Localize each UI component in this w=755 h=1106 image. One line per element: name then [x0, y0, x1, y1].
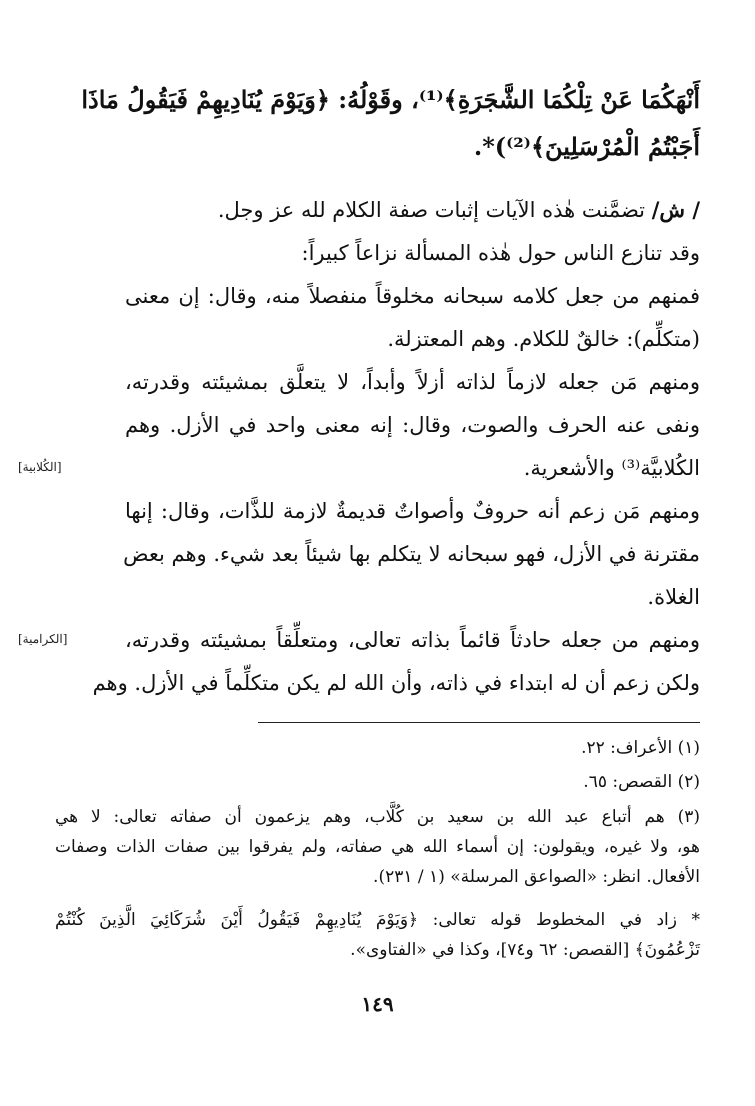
paragraph-6-line-1: ومنهم من جعله حادثاً قائماً بذاته تعالى، ومتعلِّقاً بمشيئته وقدرته، [125, 628, 700, 652]
margin-note-karramiyya: [الكرامية] [18, 632, 68, 646]
paragraph-6-line-2: ولكن زعم أن له ابتداء في ذاته، وأن الله لم يكن متكلِّماً في الأزل. وهم [92, 671, 700, 695]
footnote-3-line-1: (٣) هم أتباع عبد الله بن سعيد بن كُلَّاب، وهم يزعمون أن صفاته تعالى: لا هي [55, 807, 700, 827]
paragraph-4-line-3: الكُلابيَّة⁽³⁾ والأشعرية. [523, 456, 700, 480]
margin-note-kullabiyya: [الكُلابية] [18, 460, 62, 474]
page-number: ١٤٩ [361, 992, 394, 1016]
paragraph-intro [125, 188, 700, 232]
footnote-divider [258, 722, 700, 723]
paragraph-5-line-2: مقترنة في الأزل، فهو سبحانه لا يتكلم بها شيئاً بعد شيء. وهم بعض [123, 542, 700, 566]
body-text [92, 188, 700, 705]
paragraph-4-line-1: ومنهم مَن جعله لازماً لذاته أزلاً وأبداً، لا يتعلَّق بمشيئته وقدرته، [125, 370, 700, 394]
footnote-star-line-1: * زاد في المخطوط قوله تعالى: ﴿وَيَوْمَ يُنَادِيهِمْ فَيَقُولُ أَيْنَ شُرَكَائِيَ الَّذِينَ كُنْتُمْ [55, 910, 700, 930]
sharh-marker: / ش/ [651, 197, 700, 222]
paragraph-5-line-3: الغلاة. [647, 585, 700, 609]
footnote-3 [55, 802, 700, 892]
paragraph-3-line-1: فمنهم من جعل كلامه سبحانه مخلوقاً منفصلاً منه، وقال: إن معنى [125, 284, 700, 308]
footnote-3-line-2: هو، ولا غيره، ويقولون: إن أسماء الله هي صفاته، ولم يفرقوا بين صفات الذات وصفات [55, 837, 700, 857]
paragraph-3-line-2: (متكلِّم): خالقٌ للكلام. وهم المعتزلة. [387, 327, 700, 351]
paragraph-2: وقد تنازع الناس حول هٰذه المسألة نزاعاً كبيراً: [301, 241, 700, 265]
footnote-star-line-2: تَزْعُمُونَ﴾ [القصص: ٦٢ و٧٤]، وكذا في «الفتاوى». [350, 940, 700, 960]
verse-block [81, 76, 700, 170]
paragraph-4-line-2: ونفى عنه الحرف والصوت، وقال: إنه معنى واحد في الأزل. وهم [125, 413, 700, 437]
paragraph-5-line-1: ومنهم مَن زعم أنه حروفٌ وأصواتٌ قديمةٌ لازمة للذَّات، وقال: إنها [125, 499, 700, 523]
paragraph-1: تضمَّنت هٰذه الآيات إثبات صفة الكلام لله عز وجل. [217, 198, 646, 222]
footnote-3-line-3: الأفعال. انظر: «الصواعق المرسلة» (١ / ٢٣١). [373, 867, 700, 887]
footnote-2: (٢) القصص: ٦٥. [583, 772, 700, 792]
footnote-star [55, 905, 700, 965]
verse-line-2: أَجَبْتُمُ الْمُرْسَلِينَ﴾⁽²⁾)*. [473, 132, 700, 161]
footnote-1: (١) الأعراف: ٢٢. [581, 738, 700, 758]
verse-line-1: أَنْهَكُمَا عَنْ تِلْكُمَا الشَّجَرَةِ﴾⁽¹⁾، وقَوْلُهُ: ﴿وَيَوْمَ يُنَادِيهِمْ فَيَقُولُ مَاذَا [81, 85, 700, 114]
